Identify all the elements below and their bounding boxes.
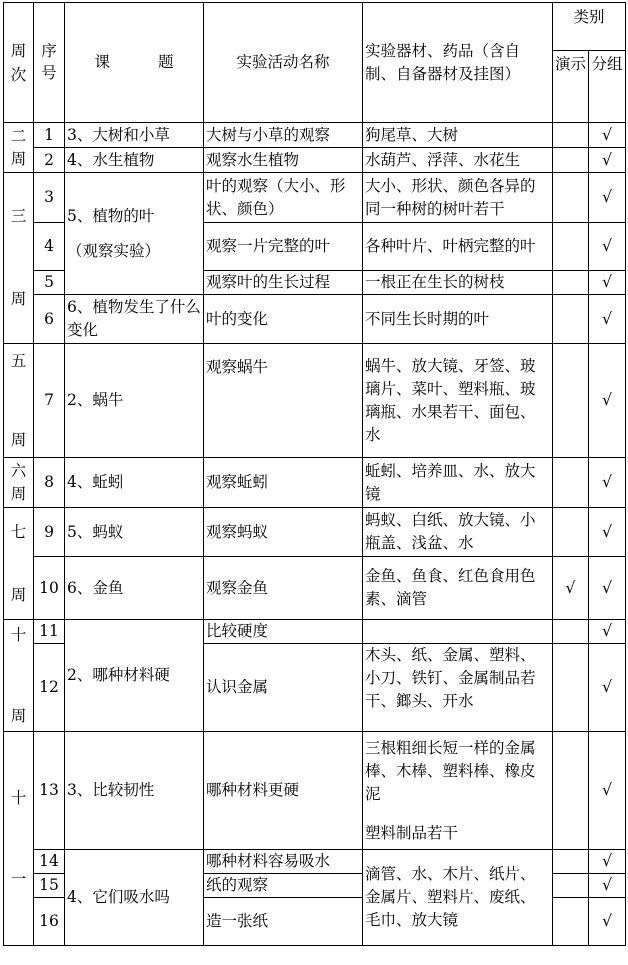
seq-cell: 16 [34, 898, 65, 946]
demo-cell [553, 271, 589, 295]
activity-cell: 观察蚂蚁 [204, 508, 363, 557]
week-cell: 二 周 [4, 123, 34, 173]
seq-cell: 6 [34, 295, 65, 344]
lesson-cell: 6、植物发生了什么变化 [65, 295, 204, 344]
table-row [4, 458, 626, 508]
demo-cell [553, 850, 589, 874]
activity-cell: 认识金属 [204, 644, 363, 732]
activity-cell: 纸的观察 [204, 874, 363, 898]
seq-cell: 9 [34, 508, 65, 557]
demo-cell [553, 508, 589, 557]
seq-cell: 5 [34, 271, 65, 295]
activity-cell: 大树与小草的观察 [204, 123, 363, 148]
activity-cell: 造一张纸 [204, 898, 363, 946]
activity-cell: 叶的观察（大小、形状、颜色） [204, 173, 363, 223]
header-seq: 序号 [34, 3, 65, 123]
week-cell: 十 周 [4, 620, 34, 732]
demo-cell [553, 148, 589, 173]
group-check: √ [589, 874, 626, 898]
materials-cell: 一根正在生长的树枝 [363, 271, 553, 295]
table-row [4, 344, 626, 458]
seq-cell: 11 [34, 620, 65, 644]
lesson-cell: 6、金鱼 [65, 557, 204, 620]
header-group: 分组 [589, 51, 626, 123]
group-check: √ [589, 850, 626, 874]
materials-cell: 狗尾草、大树 [363, 123, 553, 148]
demo-cell [553, 458, 589, 508]
group-check: √ [589, 123, 626, 148]
demo-cell [553, 223, 589, 271]
week-cell: 十 一 [4, 732, 34, 946]
lesson-cell: 4、蚯蚓 [65, 458, 204, 508]
materials-cell: 滴管、水、木片、纸片、金属片、塑料片、废纸、毛巾、放大镜 [363, 850, 553, 946]
table-row [4, 557, 626, 620]
seq-cell: 3 [34, 173, 65, 223]
header-activity: 实验活动名称 [204, 3, 363, 123]
seq-cell: 10 [34, 557, 65, 620]
header-lesson: 课 题 [65, 3, 204, 123]
activity-cell: 观察金鱼 [204, 557, 363, 620]
group-check: √ [589, 344, 626, 458]
demo-cell [553, 644, 589, 732]
seq-cell: 12 [34, 644, 65, 732]
materials-cell: 蜗牛、放大镜、牙签、玻璃片、菜叶、塑料瓶、玻璃瓶、水果若干、面包、水 [363, 344, 553, 458]
lesson-cell: 2、蜗牛 [65, 344, 204, 458]
header-week: 周次 [4, 3, 34, 123]
activity-cell: 观察一片完整的叶 [204, 223, 363, 271]
table-row [4, 850, 626, 874]
table-row [4, 295, 626, 344]
header-demo: 演示 [553, 51, 589, 123]
demo-cell [553, 344, 589, 458]
activity-cell: 观察水生植物 [204, 148, 363, 173]
demo-cell [553, 898, 589, 946]
activity-cell: 观察叶的生长过程 [204, 271, 363, 295]
lesson-cell: 4、它们吸水吗 [65, 850, 204, 946]
table-row [4, 123, 626, 148]
materials-cell: 大小、形状、颜色各异的同一种树的树叶若干 [363, 173, 553, 223]
lesson-cell: 3、比较韧性 [65, 732, 204, 850]
activity-cell: 观察蜗牛 [204, 344, 363, 458]
demo-cell [553, 295, 589, 344]
materials-cell: 不同生长时期的叶 [363, 295, 553, 344]
group-check: √ [589, 271, 626, 295]
group-check: √ [589, 732, 626, 850]
header-row [4, 3, 626, 51]
seq-cell: 7 [34, 344, 65, 458]
table-row [4, 732, 626, 850]
activity-cell: 哪种材料更硬 [204, 732, 363, 850]
lesson-cell: 2、哪种材料硬 [65, 620, 204, 732]
materials-cell: 水葫芦、浮萍、水花生 [363, 148, 553, 173]
activity-cell: 哪种材料容易吸水 [204, 850, 363, 874]
seq-cell: 14 [34, 850, 65, 874]
activity-cell: 观察蚯蚓 [204, 458, 363, 508]
seq-cell: 1 [34, 123, 65, 148]
group-check: √ [589, 898, 626, 946]
demo-cell [553, 620, 589, 644]
materials-cell: 金鱼、鱼食、红色食用色素、滴管 [363, 557, 553, 620]
materials-cell: 各种叶片、叶柄完整的叶 [363, 223, 553, 271]
header-type: 类别 [553, 3, 626, 51]
demo-cell [553, 732, 589, 850]
week-cell: 五 周 [4, 344, 34, 458]
activity-cell: 比较硬度 [204, 620, 363, 644]
lesson-cell: 3、大树和小草 [65, 123, 204, 148]
seq-cell: 13 [34, 732, 65, 850]
table-row [4, 508, 626, 557]
week-cell: 三 周 [4, 173, 34, 344]
materials-cell [363, 620, 553, 644]
group-check: √ [589, 620, 626, 644]
materials-cell: 三根粗细长短一样的金属棒、木棒、塑料棒、橡皮泥 塑料制品若干 [363, 732, 553, 850]
seq-cell: 8 [34, 458, 65, 508]
lesson-cell: 5、植物的叶 （观察实验） [65, 173, 204, 295]
lesson-cell: 4、水生植物 [65, 148, 204, 173]
seq-cell: 4 [34, 223, 65, 271]
demo-check: √ [553, 557, 589, 620]
materials-cell: 木头、纸、金属、塑料、小刀、铁钉、金属制品若干、鎯头、开水 [363, 644, 553, 732]
experiment-schedule-table [3, 2, 626, 946]
seq-cell: 15 [34, 874, 65, 898]
demo-cell [553, 173, 589, 223]
group-check: √ [589, 458, 626, 508]
materials-cell: 蚯蚓、培养皿、水、放大镜 [363, 458, 553, 508]
lesson-cell: 5、蚂蚁 [65, 508, 204, 557]
table-row [4, 620, 626, 644]
group-check: √ [589, 173, 626, 223]
activity-cell: 叶的变化 [204, 295, 363, 344]
group-check: √ [589, 557, 626, 620]
materials-cell: 蚂蚁、白纸、放大镜、小瓶盖、浅盆、水 [363, 508, 553, 557]
group-check: √ [589, 148, 626, 173]
demo-cell [553, 874, 589, 898]
week-cell: 六周 [4, 458, 34, 508]
group-check: √ [589, 644, 626, 732]
group-check: √ [589, 295, 626, 344]
week-cell: 七 周 [4, 508, 34, 620]
seq-cell: 2 [34, 148, 65, 173]
header-materials: 实验器材、药品（含自制、自备器材及挂图） [363, 3, 553, 123]
table-row [4, 173, 626, 223]
table-row [4, 148, 626, 173]
group-check: √ [589, 223, 626, 271]
group-check: √ [589, 508, 626, 557]
demo-cell [553, 123, 589, 148]
